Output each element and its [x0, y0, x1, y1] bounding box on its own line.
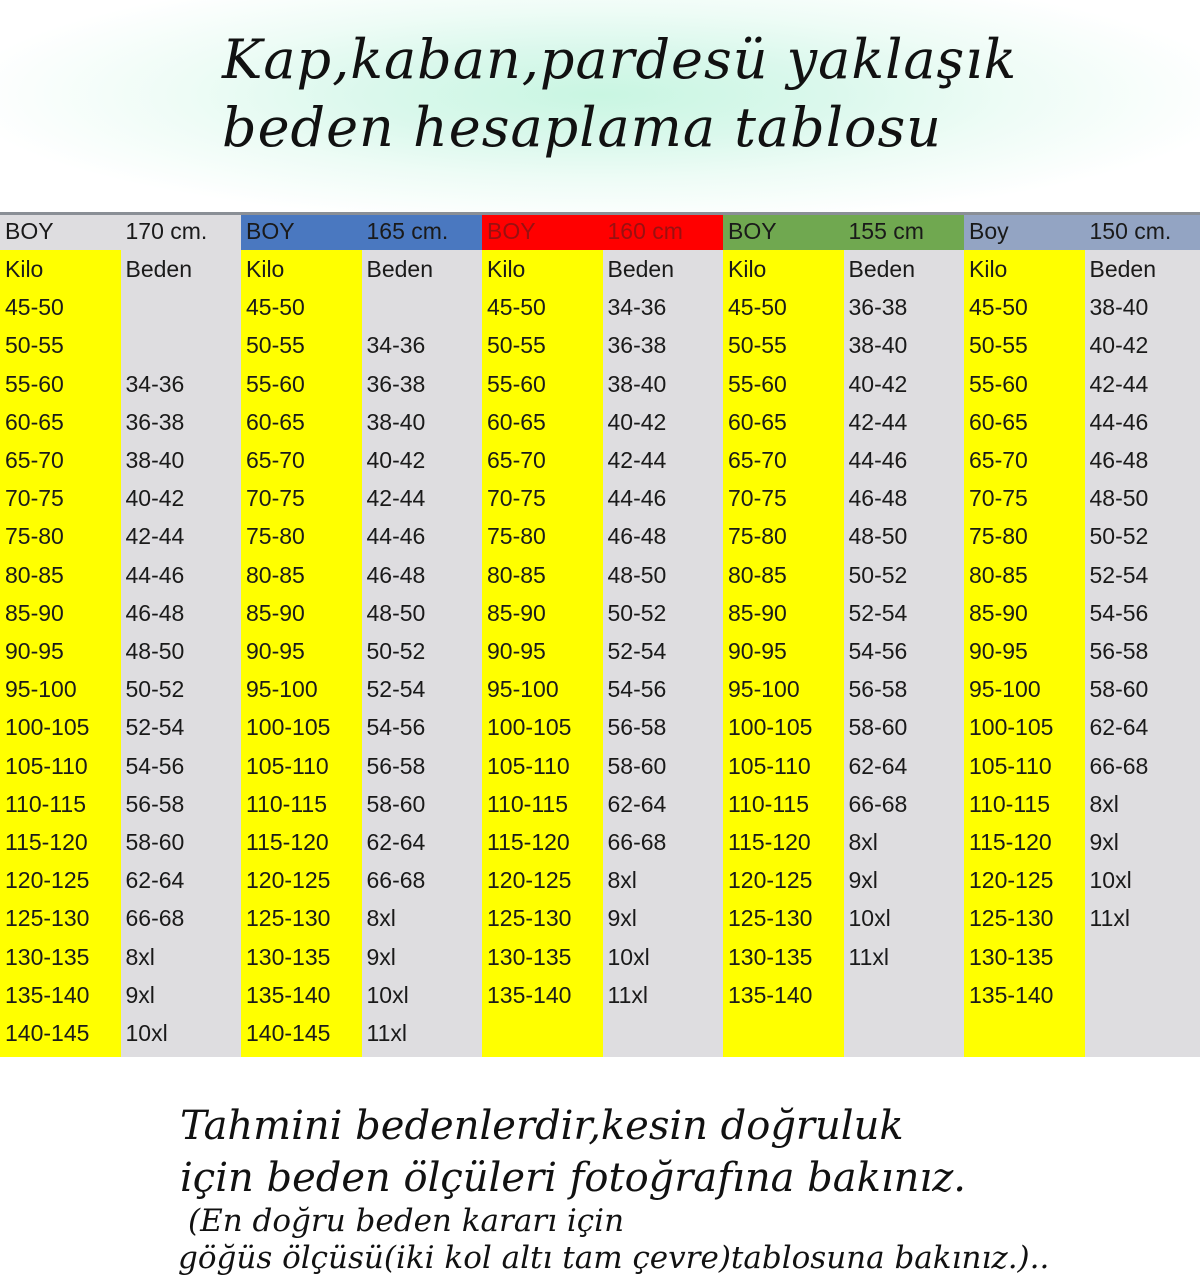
beden-cell: 58-60: [1089, 676, 1149, 703]
beden-cell: 44-46: [607, 485, 667, 512]
beden-cell: 48-50: [366, 599, 426, 626]
kilo-cell: 70-75: [5, 485, 64, 512]
kilo-cell: 60-65: [728, 408, 787, 435]
beden-cell: 38-40: [607, 370, 667, 397]
kilo-cell: 100-105: [5, 714, 90, 741]
kilo-cell: 60-65: [487, 408, 546, 435]
beden-label: Beden: [1089, 256, 1157, 282]
kilo-cell: 85-90: [728, 599, 787, 626]
kilo-cell: 45-50: [5, 294, 64, 321]
boy-label: Boy: [969, 218, 1009, 244]
beden-cell: 42-44: [607, 447, 667, 473]
kilo-cell: 125-130: [728, 905, 813, 932]
kilo-cell: 100-105: [969, 714, 1054, 741]
beden-cell: 42-44: [125, 523, 185, 550]
kilo-cell: 75-80: [969, 523, 1028, 550]
footer-note-line-4: göğüs ölçüsü(iki kol altı tam çevre)tablosuna bakınız.)..: [178, 1240, 1050, 1276]
beden-cell: 9xl: [125, 981, 155, 1008]
height-value: 155 cm: [848, 218, 924, 244]
beden-cell: 62-64: [1089, 714, 1149, 741]
kilo-cell: 120-125: [728, 867, 813, 894]
kilo-cell: 135-140: [246, 981, 331, 1008]
beden-cell: 34-36: [366, 332, 426, 359]
kilo-cell: 80-85: [487, 561, 546, 588]
kilo-cell: 70-75: [246, 485, 305, 512]
beden-cell: 56-58: [125, 790, 185, 817]
beden-cell: 44-46: [1089, 408, 1149, 435]
kilo-cell: 50-55: [728, 332, 787, 359]
beden-cell: 56-58: [848, 676, 908, 703]
kilo-cell: 70-75: [728, 485, 787, 512]
kilo-cell: 90-95: [969, 638, 1028, 664]
beden-label: Beden: [366, 256, 434, 282]
footer-note-line-2: için beden ölçüleri fotoğrafına bakınız.: [180, 1155, 966, 1201]
beden-cell: 36-38: [607, 332, 667, 359]
kilo-cell: 110-115: [728, 790, 809, 817]
kilo-cell: 80-85: [728, 561, 787, 588]
kilo-cell: 140-145: [5, 1020, 90, 1046]
kilo-cell: 135-140: [487, 981, 572, 1008]
beden-cell: 44-46: [366, 523, 426, 550]
beden-cell: 52-54: [1089, 561, 1149, 588]
beden-cell: 8xl: [607, 867, 637, 894]
beden-cell: 46-48: [848, 485, 908, 512]
beden-cell: 48-50: [1089, 485, 1149, 512]
beden-cell: 54-56: [607, 676, 667, 703]
kilo-cell: 130-135: [246, 943, 331, 970]
kilo-cell: 95-100: [969, 676, 1041, 703]
kilo-cell: 100-105: [728, 714, 813, 741]
kilo-cell: 60-65: [969, 408, 1028, 435]
beden-label: Beden: [848, 256, 916, 282]
beden-cell: 8xl: [1089, 790, 1119, 817]
kilo-cell: 50-55: [969, 332, 1028, 359]
kilo-cell: 115-120: [487, 829, 570, 855]
kilo-cell: 60-65: [5, 408, 64, 435]
beden-cell: 10xl: [1089, 867, 1132, 894]
kilo-cell: 50-55: [246, 332, 305, 359]
beden-cell: 36-38: [366, 370, 426, 397]
kilo-cell: 100-105: [487, 714, 572, 741]
kilo-cell: 110-115: [969, 790, 1050, 817]
footer-note-line-3: (En doğru beden kararı için: [188, 1203, 625, 1239]
kilo-cell: 90-95: [728, 638, 787, 664]
beden-cell: 50-52: [125, 676, 185, 703]
beden-cell: 62-64: [607, 790, 667, 817]
kilo-cell: 110-115: [246, 790, 327, 817]
beden-cell: 54-56: [125, 752, 185, 779]
beden-cell: 8xl: [125, 943, 155, 970]
kilo-cell: 90-95: [246, 638, 305, 664]
kilo-cell: 130-135: [728, 943, 813, 970]
beden-cell: 34-36: [125, 370, 185, 397]
kilo-cell: 95-100: [487, 676, 559, 703]
kilo-cell: 140-145: [246, 1020, 331, 1046]
kilo-cell: 60-65: [246, 408, 305, 435]
kilo-cell: 135-140: [969, 981, 1054, 1008]
kilo-cell: 55-60: [246, 370, 305, 397]
kilo-cell: 130-135: [969, 943, 1054, 970]
kilo-cell: 95-100: [728, 676, 800, 703]
height-value: 165 cm.: [366, 218, 449, 244]
beden-cell: 58-60: [607, 752, 667, 779]
beden-cell: 10xl: [848, 905, 891, 932]
beden-cell: 40-42: [1089, 332, 1149, 359]
kilo-cell: 95-100: [5, 676, 77, 703]
kilo-cell: 135-140: [5, 981, 90, 1008]
kilo-label: Kilo: [969, 256, 1008, 282]
kilo-label: Kilo: [5, 256, 44, 282]
beden-cell: 46-48: [366, 561, 426, 588]
kilo-cell: 105-110: [5, 752, 88, 779]
beden-cell: 48-50: [848, 523, 908, 550]
beden-cell: 36-38: [125, 408, 185, 435]
beden-cell: 44-46: [125, 561, 185, 588]
kilo-cell: 55-60: [5, 370, 64, 397]
beden-cell: 50-52: [607, 599, 667, 626]
beden-cell: 46-48: [125, 599, 185, 626]
kilo-cell: 65-70: [969, 447, 1028, 473]
beden-cell: 34-36: [607, 294, 667, 321]
kilo-cell: 105-110: [246, 752, 329, 779]
beden-cell: 58-60: [125, 829, 185, 855]
beden-cell: 11xl: [366, 1020, 407, 1046]
kilo-cell: 125-130: [969, 905, 1054, 932]
kilo-cell: 120-125: [5, 867, 90, 894]
kilo-cell: 85-90: [487, 599, 546, 626]
kilo-cell: 45-50: [728, 294, 787, 321]
kilo-cell: 85-90: [246, 599, 305, 626]
beden-cell: 10xl: [125, 1020, 168, 1046]
beden-cell: 40-42: [125, 485, 185, 512]
kilo-cell: 115-120: [728, 829, 811, 855]
kilo-cell: 125-130: [5, 905, 90, 932]
kilo-cell: 45-50: [246, 294, 305, 321]
beden-cell: 11xl: [1089, 905, 1130, 932]
kilo-cell: 65-70: [246, 447, 305, 473]
kilo-label: Kilo: [246, 256, 285, 282]
beden-cell: 9xl: [1089, 829, 1119, 855]
kilo-cell: 115-120: [246, 829, 329, 855]
kilo-cell: 80-85: [246, 561, 305, 588]
kilo-cell: 105-110: [487, 752, 570, 779]
beden-cell: 9xl: [848, 867, 878, 894]
kilo-cell: 120-125: [246, 867, 331, 894]
beden-cell: 48-50: [125, 638, 185, 664]
beden-cell: 58-60: [848, 714, 908, 741]
beden-cell: 62-64: [848, 752, 908, 779]
kilo-cell: 75-80: [5, 523, 64, 550]
beden-cell: 40-42: [848, 370, 908, 397]
beden-cell: 8xl: [848, 829, 878, 855]
kilo-cell: 120-125: [969, 867, 1054, 894]
kilo-cell: 65-70: [5, 447, 64, 473]
beden-cell: 10xl: [607, 943, 650, 970]
beden-cell: 8xl: [366, 905, 396, 932]
beden-cell: 50-52: [848, 561, 908, 588]
kilo-cell: 130-135: [5, 943, 90, 970]
beden-cell: 52-54: [848, 599, 908, 626]
beden-cell: 62-64: [125, 867, 185, 894]
kilo-cell: 80-85: [969, 561, 1028, 588]
beden-cell: 38-40: [366, 408, 426, 435]
kilo-cell: 75-80: [487, 523, 546, 550]
beden-cell: 66-68: [1089, 752, 1149, 779]
kilo-cell: 95-100: [246, 676, 318, 703]
beden-cell: 44-46: [848, 447, 908, 473]
kilo-cell: 55-60: [969, 370, 1028, 397]
kilo-cell: 55-60: [487, 370, 546, 397]
beden-cell: 38-40: [1089, 294, 1149, 321]
beden-cell: 66-68: [125, 905, 185, 932]
kilo-cell: 110-115: [487, 790, 568, 817]
beden-cell: 50-52: [366, 638, 426, 664]
kilo-cell: 105-110: [969, 752, 1052, 779]
kilo-cell: 135-140: [728, 981, 813, 1008]
kilo-cell: 50-55: [5, 332, 64, 359]
beden-cell: 66-68: [366, 867, 426, 894]
kilo-cell: 50-55: [487, 332, 546, 359]
kilo-cell: 75-80: [246, 523, 305, 550]
kilo-cell: 125-130: [246, 905, 331, 932]
kilo-cell: 65-70: [728, 447, 787, 473]
beden-label: Beden: [125, 256, 193, 282]
beden-cell: 38-40: [848, 332, 908, 359]
beden-cell: 62-64: [366, 829, 426, 855]
beden-cell: 54-56: [366, 714, 426, 741]
kilo-cell: 45-50: [969, 294, 1028, 321]
beden-cell: 11xl: [848, 943, 889, 970]
beden-cell: 52-54: [607, 638, 667, 664]
kilo-cell: 80-85: [5, 561, 64, 588]
boy-label: BOY: [246, 218, 295, 244]
kilo-cell: 105-110: [728, 752, 811, 779]
kilo-cell: 75-80: [728, 523, 787, 550]
beden-cell: 58-60: [366, 790, 426, 817]
beden-cell: 66-68: [848, 790, 908, 817]
beden-cell: 10xl: [366, 981, 409, 1008]
boy-label: BOY: [487, 218, 536, 244]
kilo-cell: 65-70: [487, 447, 546, 473]
kilo-cell: 130-135: [487, 943, 572, 970]
beden-cell: 42-44: [1089, 370, 1149, 397]
kilo-cell: 85-90: [5, 599, 64, 626]
footer-note-line-1: Tahmini bedenlerdir,kesin doğruluk: [180, 1103, 904, 1149]
beden-cell: 46-48: [607, 523, 667, 550]
beden-cell: 56-58: [366, 752, 426, 779]
beden-cell: 52-54: [366, 676, 426, 703]
beden-cell: 40-42: [607, 408, 667, 435]
beden-cell: 40-42: [366, 447, 426, 473]
beden-label: Beden: [607, 256, 675, 282]
beden-cell: 36-38: [848, 294, 908, 321]
kilo-cell: 55-60: [728, 370, 787, 397]
beden-cell: 56-58: [607, 714, 667, 741]
beden-cell: 42-44: [848, 408, 908, 435]
kilo-cell: 85-90: [969, 599, 1028, 626]
kilo-cell: 45-50: [487, 294, 546, 321]
beden-cell: 52-54: [125, 714, 185, 741]
height-value: 160 cm: [607, 218, 683, 244]
boy-label: BOY: [5, 218, 54, 244]
kilo-cell: 110-115: [5, 790, 86, 817]
kilo-cell: 115-120: [5, 829, 88, 855]
kilo-label: Kilo: [487, 256, 526, 282]
kilo-cell: 120-125: [487, 867, 572, 894]
size-chart-table: [0, 212, 1200, 1057]
beden-cell: 46-48: [1089, 447, 1149, 473]
kilo-cell: 115-120: [969, 829, 1052, 855]
kilo-cell: 70-75: [487, 485, 546, 512]
page-title-line-1: Kap,kaban,pardesü yaklaşık: [222, 28, 1018, 91]
kilo-cell: 125-130: [487, 905, 572, 932]
beden-cell: 66-68: [607, 829, 667, 855]
beden-cell: 48-50: [607, 561, 667, 588]
beden-cell: 50-52: [1089, 523, 1149, 550]
beden-cell: 38-40: [125, 447, 185, 473]
beden-cell: 54-56: [1089, 599, 1149, 626]
beden-cell: 11xl: [607, 981, 648, 1008]
height-value: 150 cm.: [1089, 218, 1172, 244]
height-value: 170 cm.: [125, 218, 208, 244]
kilo-cell: 100-105: [246, 714, 331, 741]
beden-cell: 56-58: [1089, 638, 1149, 664]
kilo-label: Kilo: [728, 256, 767, 282]
kilo-cell: 90-95: [5, 638, 64, 664]
beden-cell: 54-56: [848, 638, 908, 664]
page-title-line-2: beden hesaplama tablosu: [222, 96, 942, 159]
boy-label: BOY: [728, 218, 777, 244]
beden-cell: 9xl: [366, 943, 396, 970]
kilo-cell: 70-75: [969, 485, 1028, 512]
beden-cell: 9xl: [607, 905, 637, 932]
kilo-cell: 90-95: [487, 638, 546, 664]
beden-cell: 42-44: [366, 485, 426, 512]
